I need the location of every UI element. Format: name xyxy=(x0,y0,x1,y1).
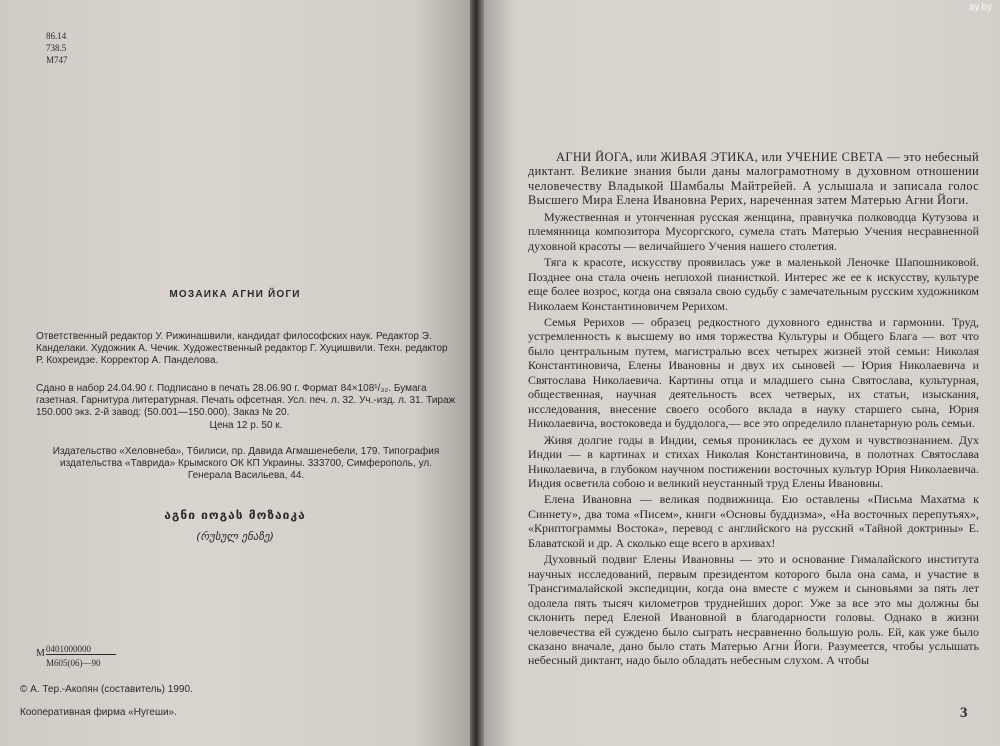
main-text xyxy=(528,150,979,670)
catalog-code: 86.14 xyxy=(46,31,67,41)
georgian-subtitle: (რუსულ ენაზე) xyxy=(196,530,274,543)
code-letter: М xyxy=(36,648,45,659)
paragraph: Тяга к красоте, искусству проявилась уже в маленькой Леночке Шапошниковой. Позднее она стала очень неплохой пианисткой. Интерес же ее к искусству, культуре еще более возрос, когда она связала свою судьбу с замечательным русским художником Николаем Константиновичем Рерихом. xyxy=(528,255,979,313)
catalog-code: M747 xyxy=(46,55,68,65)
price: Цена 12 р. 50 к. xyxy=(209,419,283,431)
editors-credits: Ответственный редактор У. Рижинашвили, кандидат философских наук. Редактор Э. Канделаки. Художник А. Чечик. Художественный редактор Г. Хуцишвили. Техн. редактор Р. Кохреидзе. Корректор А. Панделова. xyxy=(36,331,448,367)
paragraph: Мужественная и утонченная русская женщина, правнучка полководца Кутузова и племянница композитора Мусоргского, сумела стать Матерью Учения несравненной духовной красоты — величайшего Учения нашего столетия. xyxy=(528,209,979,253)
page-number: 3 xyxy=(960,705,968,721)
right-page xyxy=(484,0,1000,746)
book-title: МОЗАИКА АГНИ ЙОГИ xyxy=(169,289,301,300)
code-bottom: М605(06)—90 xyxy=(46,658,101,668)
catalog-code: 738.5 xyxy=(46,43,67,53)
watermark: ay.by xyxy=(968,2,992,13)
georgian-title: აგნი იოგას მოზაიკა xyxy=(164,508,306,522)
print-info xyxy=(36,383,456,432)
book-gutter xyxy=(470,0,484,746)
copyright: © А. Тер.-Акопян (составитель) 1990. xyxy=(20,684,193,695)
paragraph: Елена Ивановна — великая подвижница. Ею оставлены «Письма Махатма к Синнету», два тома «Писем», книги «Основы буддизма», «На восточных перепутьях», «Криптограммы Востока», перевод с английского на русский «Тайной доктрины» Е. Блаватской и др. А сколько еще всего в архивах! xyxy=(528,492,979,550)
publisher-info: Издательство «Хеловнеба», Тбилиси, пр. Давида Агмашенебели, 179. Типография издательства «Таврида» Крымского ОК КП Украины. 333700, Симферополь, ул. Генерала Васильева, 44. xyxy=(52,446,440,482)
paragraph: Духовный подвиг Елены Ивановны — это и основание Гималайского института научных исследований, первым президентом которого была она сама, и участие в Трансгималайской экспедиции, когда она вместе с мужем и сыновьями за пять лет одолела пять тысяч километров труднейших дорог. Уже за все это мы должны бы склонить перед Еленой Ивановной в благодарности головы. Однако в жизни человечества ей суждено было сыграть несравненно большую роль. Ей, как уже было сказано вначале, дано было стать Матерью Агни Йоги. Разумеется, чтобы услышать небесный диктант, надо было обладать небесным слухом. А чтобы xyxy=(528,552,979,668)
code-top: 0401000000 xyxy=(46,644,116,655)
print-details: Сдано в набор 24.04.90 г. Подписано в печать 28.06.90 г. Формат 84×108¹/₃₂. Бумага газетная. Гарнитура литературная. Печать офсетная. Усл. печ. л. 32. Уч.-изд. л. 31. Тираж 150.000 экз. 2-й завод: (50.001—150.000). Заказ № 20. xyxy=(36,383,456,419)
paragraph: Живя долгие годы в Индии, семья прониклась ее духом и чувствознанием. Дух Индии — в картинах и стихах Николая Константиновича, в полотнах Святослава Николаевича, в глубоком научном постижении восточных культур Юрия Николаевича. Индия осветила собою и великий неустанный труд Елены Ивановны. xyxy=(528,432,979,490)
cooperative-firm: Кооперативная фирма «Нугеши». xyxy=(20,707,177,718)
left-page xyxy=(0,0,470,746)
paragraph: АГНИ ЙОГА, или ЖИВАЯ ЭТИКА, или УЧЕНИЕ СВЕТА — это небесный диктант. Великие знания были даны малограмотному в духовном отношении человечеству Владыкой Шамбалы Майтрейей. А услышала и записала голос Высшего Мира Елена Ивановна Рерих, нареченная затем Матерью Агни Йоги. xyxy=(528,150,979,208)
catalog-codes xyxy=(46,30,68,66)
paragraph: Семья Рерихов — образец редкостного духовного единства и гармонии. Труд, устремленность к высшему во имя торжества Культуры и Общего Блага — вот что было центральным путем, магистралью всех четырех жизней этой семьи: Николая Константиновича, Елены Ивановны и двух их сыновей — Юрия Николаевича и Святослава Николаевича. Картины отца и младшего сына Святослава, культурная, общественная, научная деятельность всех четверых, их статьи, изыскания, исследования, внесение своего особого вклада в науку старшего сына, Юрия Николаевича, востоковеда и буддолога,— все это определило планетарную роль семьи. xyxy=(528,314,979,431)
